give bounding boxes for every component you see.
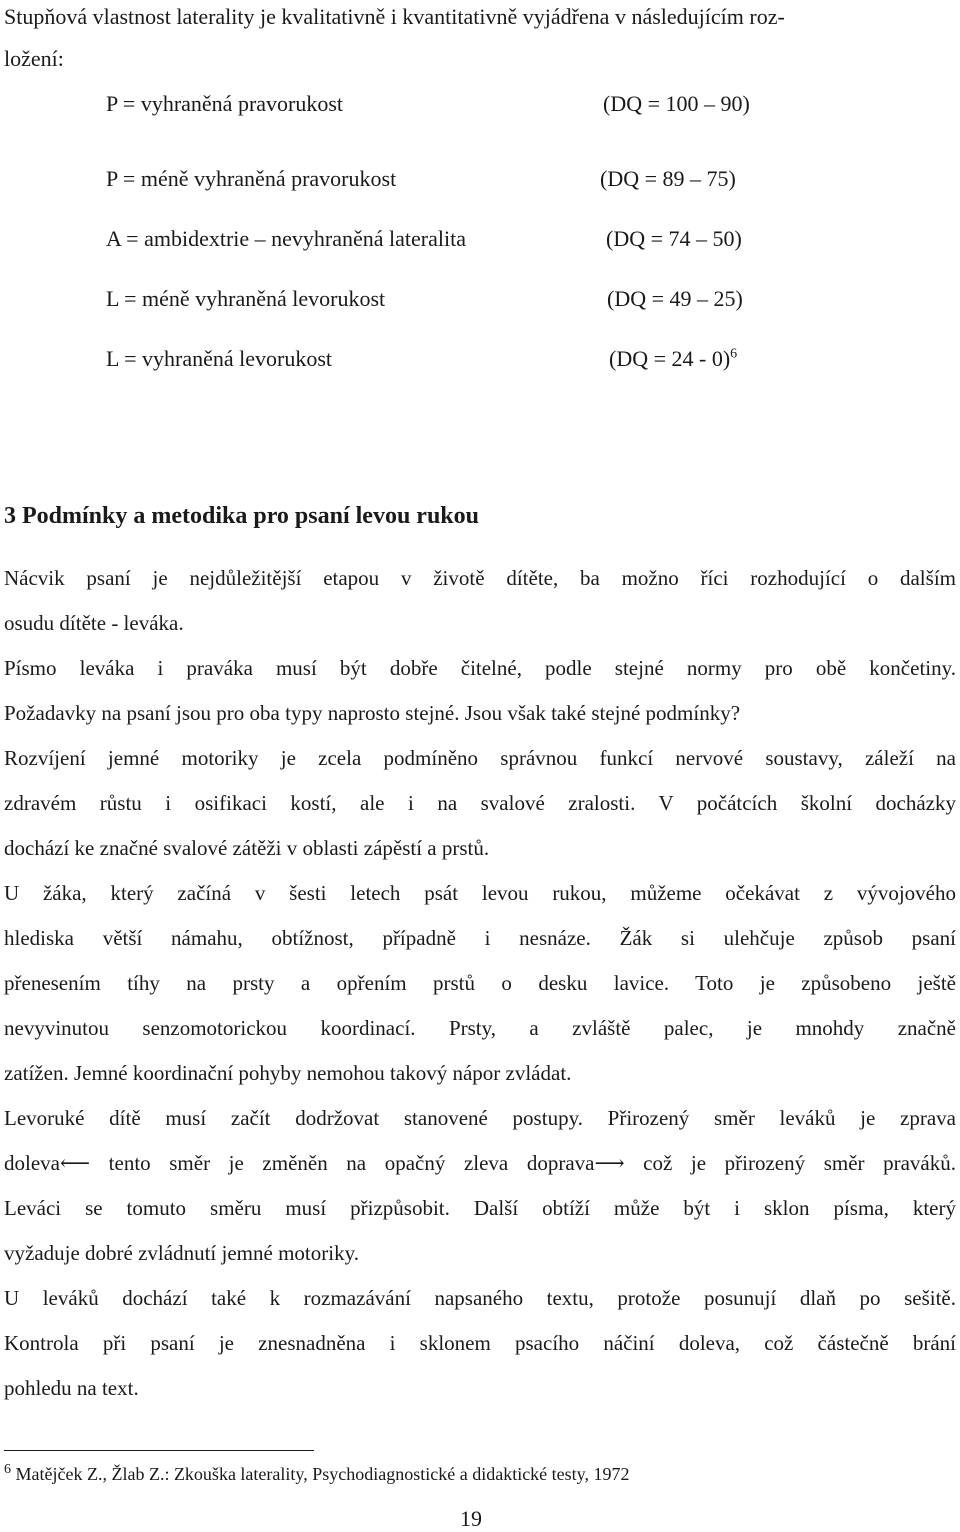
paragraph-line: Levoruké dítě musí začít dodržovat stanovené postupy. Přirozený směr leváků je zprava xyxy=(4,1106,956,1130)
footnote-reference: 6 xyxy=(730,346,738,362)
paragraph-line: Leváci se tomuto směru musí přizpůsobit. Další obtíží může být i sklon písma, který xyxy=(4,1196,956,1220)
laterality-term: P = vyhraněná pravorukost xyxy=(106,91,344,116)
intro-line-1: Stupňová vlastnost laterality je kvalitativně i kvantitativně vyjádřena v následujícím roz- xyxy=(4,4,785,29)
laterality-dq-text: (DQ = 24 - 0) xyxy=(609,346,731,371)
body-text xyxy=(4,556,956,1411)
laterality-dq-range xyxy=(609,346,737,372)
laterality-dq-range: (DQ = 89 – 75) xyxy=(600,166,736,191)
paragraph-line: dochází ke značné svalové zátěži v oblasti zápěstí a prstů. xyxy=(4,836,490,860)
paragraph-line: nevyvinutou senzomotorickou koordinací. Prsty, a zvláště palec, je mnohdy značně xyxy=(4,1016,956,1040)
paragraph-line: Požadavky na psaní jsou pro oba typy naprosto stejné. Jsou však také stejné podmínky? xyxy=(4,701,741,725)
footnote-number: 6 xyxy=(4,1462,11,1477)
paragraph-line: vyžaduje dobré zvládnutí jemné motoriky. xyxy=(4,1241,359,1265)
intro-line-2: ložení: xyxy=(4,46,64,71)
paragraph-line: zdravém růstu i osifikaci kostí, ale i na svalové zralosti. V počátcích školní docházky xyxy=(4,791,956,815)
laterality-term: A = ambidextrie – nevyhraněná lateralita xyxy=(106,226,466,251)
laterality-dq-range: (DQ = 74 – 50) xyxy=(606,226,742,251)
paragraph-line: přenesením tíhy na prsty a opřením prstů o desku lavice. Toto je způsobeno ještě xyxy=(4,971,956,995)
laterality-term: P = méně vyhraněná pravorukost xyxy=(106,166,397,191)
paragraph-line: Nácvik psaní je nejdůležitější etapou v životě dítěte, ba možno říci rozhodující o dalším xyxy=(4,566,956,590)
page-number: 19 xyxy=(460,1506,482,1531)
paragraph-line: doleva⟵ tento směr je změněn na opačný zleva doprava⟶ což je přirozený směr praváků. xyxy=(4,1151,956,1175)
paragraph-line: U leváků dochází také k rozmazávání napsaného textu, protože posunují dlaň po sešitě. xyxy=(4,1286,956,1310)
paragraph-line: Rozvíjení jemné motoriky je zcela podmíněno správnou funkcí nervové soustavy, záleží na xyxy=(4,746,956,770)
paragraph-line: zatížen. Jemné koordinační pohyby nemohou takový nápor zvládat. xyxy=(4,1061,572,1085)
footnote xyxy=(4,1464,630,1485)
section-heading: 3 Podmínky a metodika pro psaní levou rukou xyxy=(4,503,479,529)
paragraph-line: Písmo leváka i praváka musí být dobře čitelné, podle stejné normy pro obě končetiny. xyxy=(4,656,956,680)
footnote-separator xyxy=(4,1450,314,1451)
laterality-term: L = vyhraněná levorukost xyxy=(106,346,333,371)
paragraph-line: osudu dítěte - leváka. xyxy=(4,611,184,635)
laterality-dq-range: (DQ = 49 – 25) xyxy=(607,286,743,311)
paragraph-line: Kontrola při psaní je znesnadněna i sklonem psacího náčiní doleva, což částečně brání xyxy=(4,1331,956,1355)
paragraph-line: pohledu na text. xyxy=(4,1376,139,1400)
laterality-term: L = méně vyhraněná levorukost xyxy=(106,286,386,311)
footnote-text: Matějček Z., Žlab Z.: Zkouška laterality, Psychodiagnostické a didaktické testy, 1972 xyxy=(15,1464,630,1484)
laterality-dq-range: (DQ = 100 – 90) xyxy=(603,91,750,116)
paragraph-line: U žáka, který začíná v šesti letech psát levou rukou, můžeme očekávat z vývojového xyxy=(4,881,956,905)
paragraph-line: hlediska větší námahu, obtížnost, případně i nesnáze. Žák si ulehčuje způsob psaní xyxy=(4,926,956,950)
